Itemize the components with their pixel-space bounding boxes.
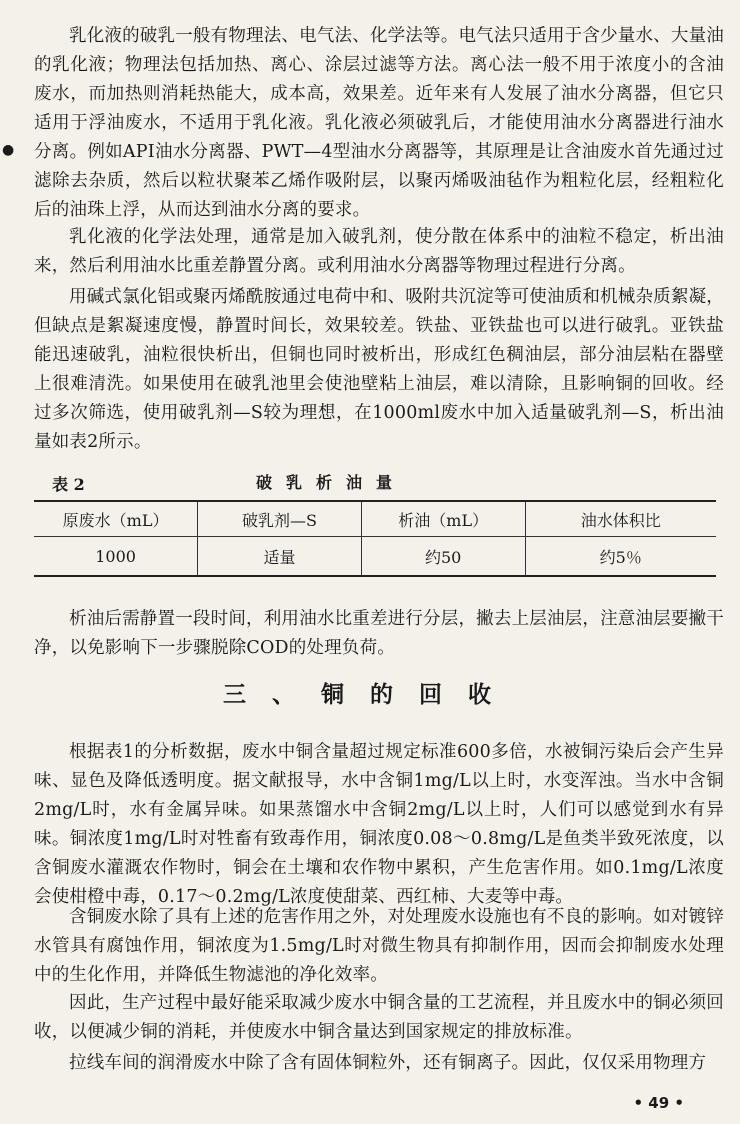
header-oil-separated: 析油（mL） bbox=[361, 501, 525, 537]
margin-mark: ● bbox=[2, 142, 15, 158]
cell-demulsifier: 适量 bbox=[198, 537, 362, 577]
paragraph-text: 析油后需静置一段时间，利用油水比重差进行分层，撇去上层油层，注意油层要撇干净，以免影响下一步骤脱除COD的处理负荷。 bbox=[34, 609, 724, 658]
table-title: 破乳析油量 bbox=[256, 473, 407, 492]
page-number: • 49 • bbox=[633, 1094, 684, 1112]
cell-volume-ratio: 约5％ bbox=[525, 537, 716, 577]
paragraph-after-separation bbox=[34, 605, 724, 663]
table-row bbox=[34, 537, 716, 577]
paragraph-flocculants bbox=[34, 283, 724, 457]
oil-separation-table bbox=[34, 500, 716, 577]
paragraph-text: 含铜废水除了具有上述的危害作用之外，对处理废水设施也有不良的影响。如对镀锌水管具有腐蚀作用，铜浓度为1.5mg/L时对微生物具有抑制作用，因而会抑制废水处理中的生化作用，并降低生物滤池的净化效率。 bbox=[34, 907, 724, 985]
paragraph-copper-hazards bbox=[34, 738, 724, 912]
header-demulsifier: 破乳剂—S bbox=[198, 501, 362, 537]
section-heading: 三、铜的回收 bbox=[223, 682, 517, 708]
paragraph-wire-drawing bbox=[34, 1049, 724, 1078]
paragraph-text: 拉线车间的润滑废水中除了含有固体铜粒外，还有铜离子。因此，仅仅采用物理方 bbox=[69, 1053, 707, 1073]
paragraph-text: 因此，生产过程中最好能采取减少废水中铜含量的工艺流程，并且废水中的铜必须回收，以便减少铜的消耗，并使废水中铜含量达到国家规定的排放标准。 bbox=[34, 993, 724, 1042]
paragraph-text: 根据表1的分析数据，废水中铜含量超过规定标准600多倍，水被铜污染后会产生异味、显色及降低透明度。据文献报导，水中含铜1mg/L以上时，水变浑浊。当水中含铜2mg/L时，水有金属异味。如果蒸馏水中含铜2mg/L以上时，人们可以感觉到水有异味。铜浓度1mg/L时对牲畜有致毒作用，铜浓度0.08～0.8mg/L是鱼类半致死浓度，以含铜废水灌溉农作物时，铜会在土壤和农作物中累积，产生危害作用。如0.1mg/L浓度会使柑橙中毒，0.17～0.2mg/L浓度使甜菜、西红柿、大麦等中毒。 bbox=[34, 742, 724, 907]
table-caption bbox=[34, 466, 716, 500]
table-2 bbox=[34, 466, 716, 577]
paragraph-text: 乳化液的化学法处理，通常是加入破乳剂，使分散在体系中的油粒不稳定，析出油来，然后利用油水比重差静置分离。或利用油水分离器等物理过程进行分离。 bbox=[34, 227, 724, 276]
table-header-row bbox=[34, 501, 716, 537]
paragraph-recovery-need bbox=[34, 989, 724, 1047]
paragraph-facility-effects bbox=[34, 903, 724, 990]
cell-oil-separated: 约50 bbox=[361, 537, 525, 577]
cell-raw-wastewater: 1000 bbox=[95, 546, 136, 566]
paragraph-chemical-treatment bbox=[34, 223, 724, 281]
paragraph-text: 乳化液的破乳一般有物理法、电气法、化学法等。电气法只适用于含少量水、大量油的乳化液；物理法包括加热、离心、涂层过滤等方法。离心法一般不用于浓度小的含油废水，而加热则消耗热能大，成本高，效果差。近年来有人发展了油水分离器，但它只适用于浮油废水，不适用于乳化液。乳化液必须破乳后，才能使用油水分离器进行油水分离。例如API油水分离器、PWT—4型油水分离器等，其原理是让含油废水首先通过过滤除去杂质，然后以粒状聚苯乙烯作吸附层，以聚丙烯吸油毡作为粗粒化层，经粗粒化后的油珠上浮，从而达到油水分离的要求。 bbox=[34, 26, 724, 220]
header-volume-ratio: 油水体积比 bbox=[525, 501, 716, 537]
table-label: 表 2 bbox=[52, 475, 85, 494]
header-raw-wastewater: 原废水（mL） bbox=[62, 510, 169, 530]
paragraph-text: 用碱式氯化铝或聚丙烯酰胺通过电荷中和、吸附共沉淀等可使油质和机械杂质絮凝，但缺点是絮凝速度慢，静置时间长，效果较差。铁盐、亚铁盐也可以进行破乳。亚铁盐能迅速破乳，油粒很快析出，但铜也同时被析出，形成红色稠油层，部分油层粘在器壁上很难清洗。如果使用在破乳池里会使池壁粘上油层，难以清除，且影响铜的回收。经过多次筛选，使用破乳剂—S较为理想，在1000ml废水中加入适量破乳剂—S，析出油量如表2所示。 bbox=[34, 287, 724, 452]
paragraph-demulsification-methods bbox=[34, 22, 724, 225]
